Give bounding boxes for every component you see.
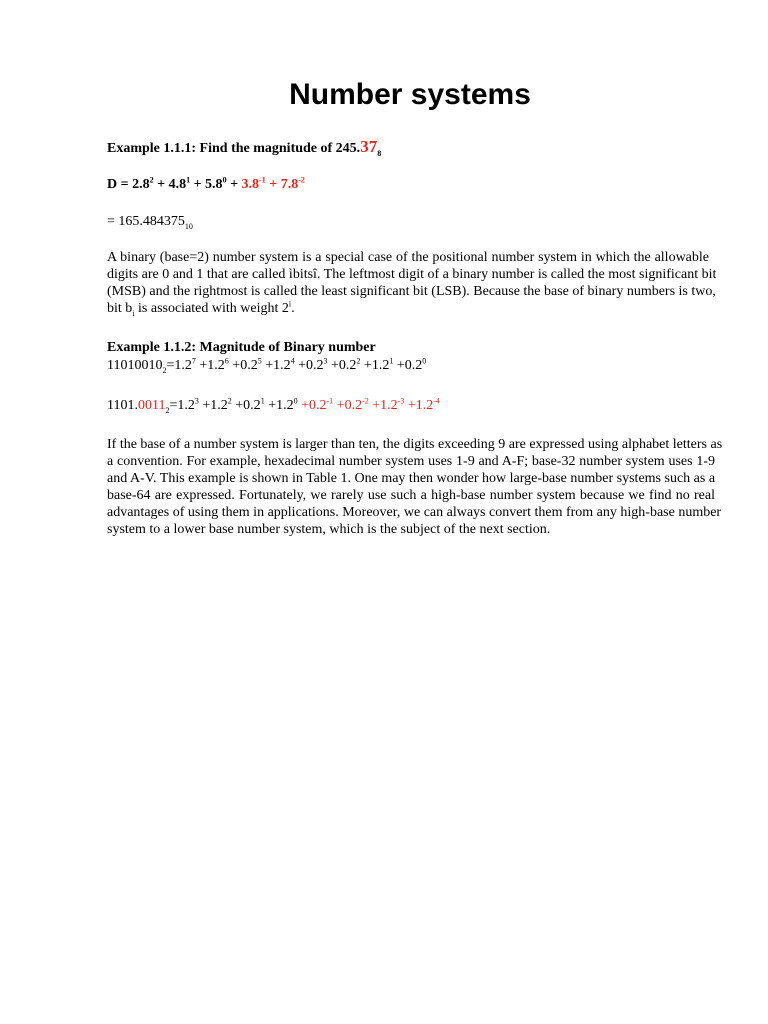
eq2-red-terms bbox=[301, 398, 440, 413]
example-1-red-digits: 37 bbox=[360, 137, 378, 156]
example-1-heading bbox=[107, 138, 717, 157]
eq1-number: 11010010 bbox=[107, 358, 163, 373]
line4-text-c: . bbox=[291, 301, 295, 316]
d-eq-plus: + bbox=[226, 177, 242, 192]
eq1-term-4: +1.2 bbox=[265, 358, 291, 373]
line4-text-b: is associated with weight 2 bbox=[134, 301, 289, 316]
binary-equation-1 bbox=[107, 357, 717, 374]
d-eq-exp-4: -1 bbox=[259, 175, 266, 185]
line4-text-a: bit b bbox=[107, 301, 133, 316]
d-eq-term-4: 3.8 bbox=[241, 177, 260, 192]
eq2-red-term-exp-3: -3 bbox=[397, 396, 405, 406]
base-para-line-2: a convention. For example, hexadecimal number system uses 1-9 and A-F; base-32 number system uses 1-9 bbox=[107, 454, 715, 469]
eq1-term-exp-8: 0 bbox=[422, 356, 427, 366]
eq1-base: 2 bbox=[162, 365, 167, 375]
base-paragraph bbox=[107, 436, 723, 538]
eq1-terms bbox=[166, 358, 426, 373]
eq2-red-term-1: +0.2 bbox=[301, 398, 327, 413]
eq1-term-2: +1.2 bbox=[199, 358, 225, 373]
d-eq-exp-2: 1 bbox=[186, 175, 191, 185]
eq1-term-exp-5: 3 bbox=[323, 356, 328, 366]
eq1-term-exp-7: 1 bbox=[389, 356, 394, 366]
d-eq-exp-3: 0 bbox=[222, 175, 227, 185]
example-1-label: Example 1.1.1: Find the magnitude of 245. bbox=[107, 141, 361, 156]
eq2-int: 1101. bbox=[107, 398, 138, 413]
eq1-term-5: +0.2 bbox=[298, 358, 324, 373]
base-para-line-4: base-64 are expressed. Fortunately, we rarely use such a high-base number system because we find no real bbox=[107, 488, 715, 503]
eq2-term-exp-1: 3 bbox=[194, 396, 199, 406]
binary-para-line-3: (MSB) and the rightmost is called the least significant bit (LSB). Because the base of binary numbers is two, bbox=[107, 284, 716, 299]
line4-sup: i bbox=[288, 299, 292, 309]
eq1-term-1: =1.2 bbox=[166, 358, 192, 373]
binary-para-line-4 bbox=[107, 300, 709, 317]
result-value: = 165.484375 bbox=[107, 214, 185, 229]
base-para-line-1: If the base of a number system is larger than ten, the digits exceeding 9 are expressed using alphabet letters as bbox=[107, 437, 723, 452]
eq2-frac: 0011 bbox=[137, 398, 166, 413]
d-eq-exp-5: -2 bbox=[298, 175, 305, 185]
line4-sub: i bbox=[132, 308, 135, 318]
d-equation bbox=[107, 176, 717, 193]
d-eq-term-2: + 4.8 bbox=[153, 177, 187, 192]
binary-para-line-1: A binary (base=2) number system is a special case of the positional number system in which the allowable bbox=[107, 250, 709, 265]
eq1-term-exp-3: 5 bbox=[257, 356, 262, 366]
eq1-term-exp-4: 4 bbox=[290, 356, 295, 366]
eq1-term-6: +0.2 bbox=[331, 358, 357, 373]
base-para-line-3: and A-V. This example is shown in Table 1. One may then wonder how large-base number systems such as a bbox=[107, 471, 716, 486]
eq2-red-term-exp-2: -2 bbox=[362, 396, 369, 406]
eq2-terms bbox=[169, 398, 301, 413]
eq2-red-term-2: +0.2 bbox=[336, 398, 363, 413]
eq2-term-4: +1.2 bbox=[268, 398, 294, 413]
d-eq-term-1: D = 2.8 bbox=[107, 177, 150, 192]
base-para-line-5: advantages of using them in applications. Moreover, we can always convert them from any high-base number bbox=[107, 505, 722, 520]
eq2-red-term-4: +1.2 bbox=[407, 398, 434, 413]
eq1-term-exp-2: 6 bbox=[224, 356, 229, 366]
eq2-term-exp-4: 0 bbox=[293, 396, 298, 406]
eq2-red-term-exp-4: -4 bbox=[433, 396, 440, 406]
eq2-red-term-exp-1: -1 bbox=[326, 396, 334, 406]
d-eq-term-5: + 7.8 bbox=[265, 177, 299, 192]
binary-paragraph bbox=[107, 249, 717, 318]
eq1-term-3: +0.2 bbox=[232, 358, 258, 373]
example-2-heading: Example 1.1.2: Magnitude of Binary number bbox=[107, 340, 376, 355]
base-para-line-6: system to a lower base number system, which is the subject of the next section. bbox=[107, 522, 551, 537]
page-title: Number systems bbox=[289, 78, 531, 111]
result-line bbox=[107, 213, 717, 230]
eq2-term-exp-3: 1 bbox=[260, 396, 265, 406]
result-base: 10 bbox=[184, 221, 193, 231]
eq2-red-term-3: +1.2 bbox=[372, 398, 398, 413]
d-eq-term-3: + 5.8 bbox=[190, 177, 223, 192]
eq2-term-3: +0.2 bbox=[235, 398, 261, 413]
eq2-term-exp-2: 2 bbox=[227, 396, 232, 406]
eq2-term-2: +1.2 bbox=[202, 398, 228, 413]
eq2-term-1: =1.2 bbox=[169, 398, 195, 413]
d-eq-exp-1: 2 bbox=[149, 175, 154, 185]
eq1-term-exp-1: 7 bbox=[191, 356, 196, 366]
example-1-base: 8 bbox=[377, 148, 382, 158]
eq2-base: 2 bbox=[165, 405, 170, 415]
eq1-term-7: +1.2 bbox=[363, 358, 390, 373]
eq1-term-exp-6: 2 bbox=[356, 356, 361, 366]
binary-equation-2 bbox=[107, 397, 717, 414]
eq1-term-8: +0.2 bbox=[396, 358, 423, 373]
binary-para-line-2: digits are 0 and 1 that are called ìbitsî. The leftmost digit of a binary number is called the most significant bit bbox=[107, 267, 717, 282]
